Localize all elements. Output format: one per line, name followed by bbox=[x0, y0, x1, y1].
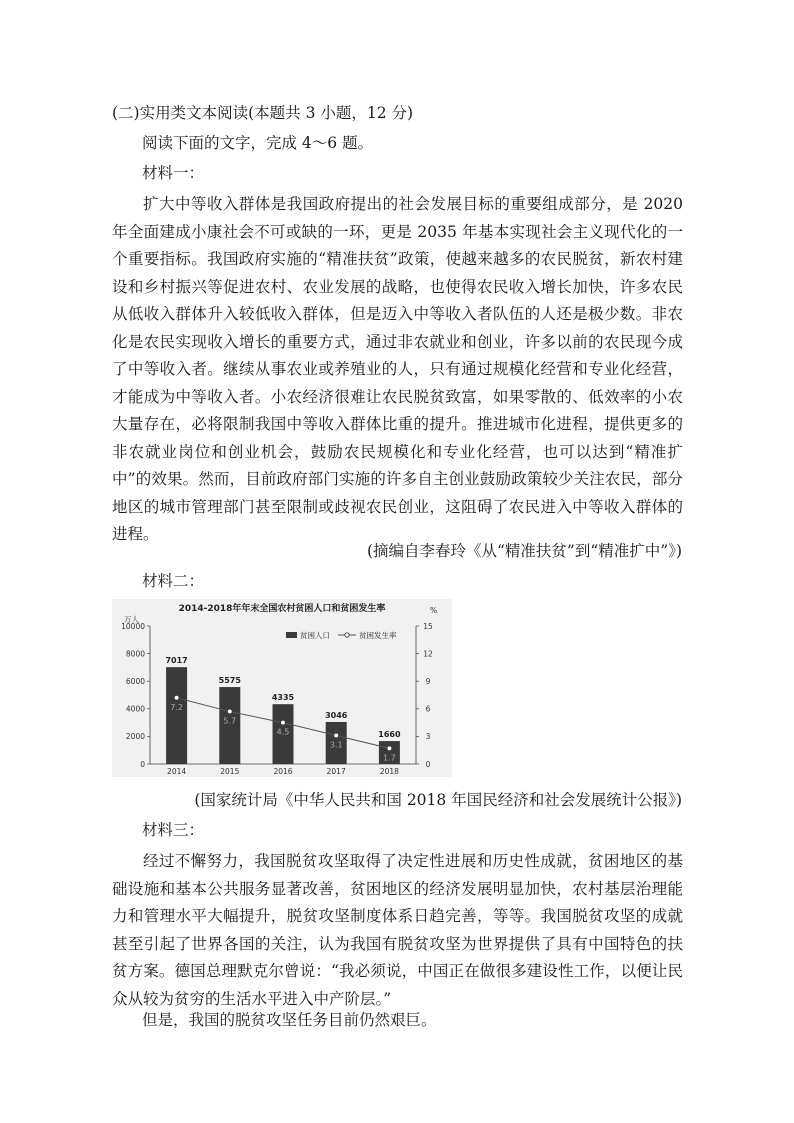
material3-last-line: 但是，我国的脱贫攻坚任务目前仍然艰巨。 bbox=[142, 1011, 437, 1029]
bar-value-label: 1660 bbox=[378, 730, 401, 740]
legend-line-marker bbox=[345, 633, 349, 637]
material1-label: 材料一： bbox=[142, 164, 205, 182]
bar-line-chart bbox=[112, 599, 452, 777]
rate-point bbox=[387, 746, 392, 751]
material2-source: (国家统计局《中华人民共和国 2018 年国民经济和社会发展统计公报》) bbox=[194, 791, 682, 809]
rate-value-label: 1.7 bbox=[383, 753, 396, 763]
section-title: (二)实用类文本阅读(本题共 3 小题，12 分) bbox=[112, 104, 414, 122]
bar-value-label: 3046 bbox=[325, 710, 348, 720]
right-axis-unit: % bbox=[430, 606, 438, 615]
instruction: 阅读下面的文字，完成 4～6 题。 bbox=[142, 134, 374, 152]
right-axis-tick-label: 0 bbox=[425, 759, 431, 769]
x-tick-label: 2018 bbox=[379, 767, 399, 776]
legend-bar-swatch bbox=[286, 632, 297, 638]
right-axis-tick-label: 9 bbox=[425, 677, 431, 686]
left-axis-tick-label: 0 bbox=[140, 759, 145, 769]
bar-value-label: 7017 bbox=[165, 656, 188, 666]
left-axis-unit: 万人 bbox=[124, 615, 139, 624]
right-axis-tick-label: 12 bbox=[423, 649, 433, 659]
left-axis-tick-label: 8000 bbox=[125, 649, 145, 659]
left-axis-tick-label: 2000 bbox=[125, 732, 145, 742]
chart-container bbox=[112, 599, 452, 777]
material3-text: 经过不懈努力，我国脱贫攻坚取得了决定性进展和历史性成就，贫困地区的基础设施和基本公共服务显著改善，贫困地区的经济发展明显加快，农村基层治理能力和管理水平大幅提升，脱贫攻坚制度体系日趋完善，等等。我国脱贫攻坚的成就甚至引起了世界各国的关注，认为我国有脱贫攻坚为世界提供了具有中国特色的扶贫方案。德国总理默克尔曾说：“我必须说，中国正在做很多建设性工作，以便让民众从较为贫穷的生活水平进入中产阶层。” bbox=[112, 852, 683, 1008]
left-axis-tick-label: 6000 bbox=[125, 677, 145, 686]
rate-point bbox=[334, 733, 339, 738]
legend-line-label: 贫困发生率 bbox=[359, 631, 397, 640]
right-axis-tick-label: 3 bbox=[425, 732, 431, 742]
left-axis-tick-label: 10000 bbox=[121, 621, 145, 631]
left-axis-tick-label: 4000 bbox=[125, 704, 145, 714]
plot-area bbox=[121, 622, 433, 776]
x-tick-label: 2016 bbox=[273, 767, 293, 776]
right-axis-tick-label: 6 bbox=[425, 704, 431, 714]
legend-bar-label: 贫困人口 bbox=[300, 631, 330, 640]
bar-value-label: 4335 bbox=[271, 693, 295, 703]
chart-title: 2014-2018年年末全国农村贫困人口和贫困发生率 bbox=[178, 604, 386, 614]
x-tick-label: 2014 bbox=[167, 767, 187, 776]
rate-value-label: 7.2 bbox=[170, 702, 183, 712]
bar-2014 bbox=[166, 667, 187, 764]
rate-point bbox=[227, 709, 232, 714]
x-tick-label: 2015 bbox=[220, 767, 240, 776]
material1-source: (摘编自李春玲《从“精准扶贫”到“精准扩中”》) bbox=[366, 542, 682, 560]
rate-value-label: 5.7 bbox=[223, 716, 237, 726]
rate-value-label: 3.1 bbox=[329, 740, 343, 750]
material3-label: 材料三： bbox=[142, 821, 205, 839]
bar-value-label: 5575 bbox=[218, 676, 241, 686]
right-axis-tick-label: 15 bbox=[423, 621, 433, 631]
material1-text: 扩大中等收入群体是我国政府提出的社会发展目标的重要组成部分，是 2020 年全面建成小康社会不可或缺的一环，更是 2035 年基本实现社会主义现代化的一个重要指标。我国政府实施的“精准扶贫”政策，使越来越多的农民脱贫，新农村建设和乡村振兴等促进农村、农业发展的战略，也使得农民收入增长加快，许多农民从低收入群体升入较低收入群体，但是迈入中等收入者队伍的人还是极少数。非农化是农民实现收入增长的重要方式，通过非农就业和创业，许多以前的农民现今成了中等收入者。继续从事农业或养殖业的人，只有通过规模化经营和专业化经营，才能成为中等收入者。小农经济很难让农民脱贫致富，如果零散的、低效率的小农大量存在，必将限制我国中等收入群体比重的提升。推进城市化进程，提供更多的非农就业岗位和创业机会，鼓励农民规模化和专业化经营，也可以达到“精准扩中”的效果。然而，目前政府部门实施的许多自主创业鼓励政策较少关注农民，部分地区的城市管理部门甚至限制或歧视农民创业，这阻碍了农民进入中等收入群体的进程。 bbox=[112, 195, 683, 543]
x-tick-label: 2017 bbox=[326, 767, 346, 776]
rate-point bbox=[281, 720, 286, 725]
material2-label: 材料二： bbox=[142, 572, 205, 590]
rate-value-label: 4.5 bbox=[276, 727, 290, 737]
rate-point bbox=[174, 695, 179, 700]
